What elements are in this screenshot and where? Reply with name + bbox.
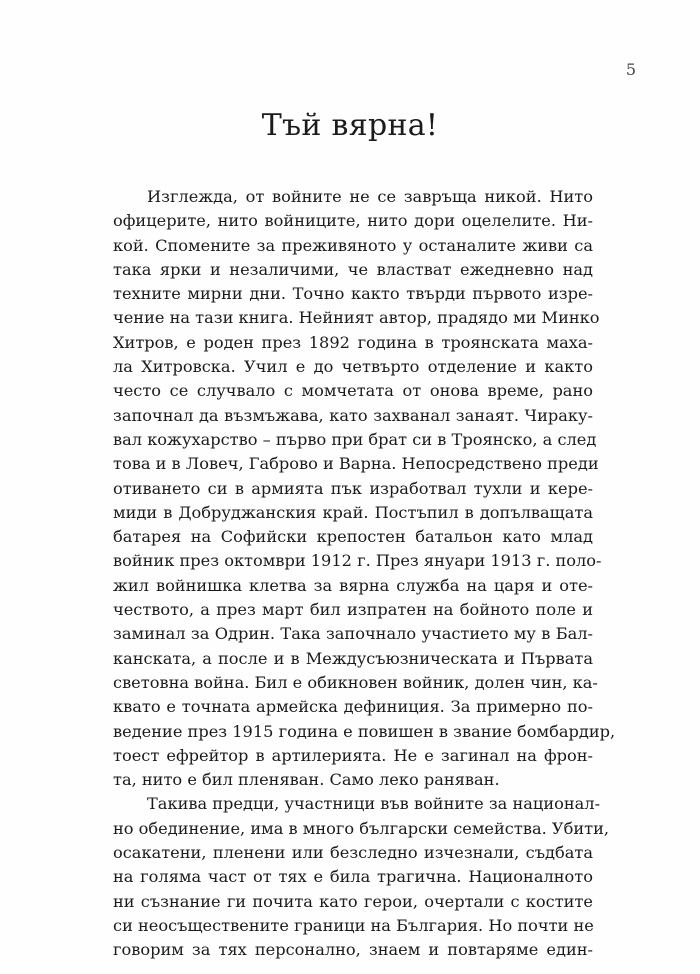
text-line: заминал за Одрин. Така започнало участието му в Бал- [113,624,593,644]
text-line: осакатени, пленени или безследно изчезнали, съдбата [113,843,593,863]
text-line: говорим за тях персонално, знаем и повтаряме един- [113,940,593,960]
chapter-title: Тъй вярна! [261,108,439,143]
page-number: 5 [625,60,636,79]
paragraph [113,185,616,792]
text-line: си неосъществените граници на България. Но почти не [113,915,594,935]
text-line: войник през октомври 1912 г. През януари 1913 г. поло- [113,551,602,571]
text-line: често се случвало с момчетата от онова време, рано [113,381,593,401]
text-line: батарея на Софийски крепостен батальон като млад [113,527,593,547]
text-line: миди в Добруджанския край. Постъпил в допълващата [113,502,593,522]
text-line: но обединение, има в много български семейства. Убити, [113,818,610,838]
text-line: така ярки и незаличими, че властват ежедневно над [113,259,593,279]
text-line: отиването си в армията пък изработвал тухли и кере- [113,478,593,498]
text-line: световна война. Бил е обикновен войник, долен чин, ка- [113,672,598,692]
text-line: Такива предци, участници във войните за национал- [147,794,601,814]
text-line: започнал да възмъжава, като захванал занаят. Чираку- [113,405,593,425]
text-line: ни съзнание ги почита като герои, очертали с костите [113,891,593,911]
text-line: ла Хитровска. Учил е до четвърто отделение и както [113,357,593,377]
body-text [113,185,616,963]
text-line: кой. Спомените за преживяното у останалите живи са [113,235,593,255]
text-line: квато е точната армейска дефиниция. За примерно по- [113,697,593,717]
text-line: Изглежда, от войните не се завръща никой. Нито [147,187,593,206]
text-line: това и в Ловеч, Габрово и Варна. Непосредствено преди [113,454,599,474]
text-line: техните мирни дни. Точно както твърди първото изре- [113,284,593,304]
text-line: ведение през 1915 година е повишен в звание бомбардир, [113,721,616,741]
text-line: чеството, а през март бил изпратен на бойното поле и [113,600,593,620]
text-line: Хитров, е роден през 1892 година в троянската маха- [113,332,593,352]
text-line: канската, а после и в Междусъюзническата и Първата [113,648,593,668]
text-line: вал кожухарство – първо при брат си в Троянско, а след [113,429,597,449]
text-line: на голяма част от тях е била трагична. Националното [113,867,593,887]
text-line: та, нито е бил пленяван. Само леко раняван. [113,770,500,790]
text-line: офицерите, нито войниците, нито дори оцелелите. Ни- [113,211,593,231]
text-line: жил войнишка клетва за вярна служба на царя и оте- [113,575,593,595]
text-line: тоест ефрейтор в артилерията. Не е загинал на фрон- [113,745,593,765]
text-line: чение на тази книга. Нейният автор, прадядо ми Минко [113,308,600,328]
paragraph [113,792,610,962]
